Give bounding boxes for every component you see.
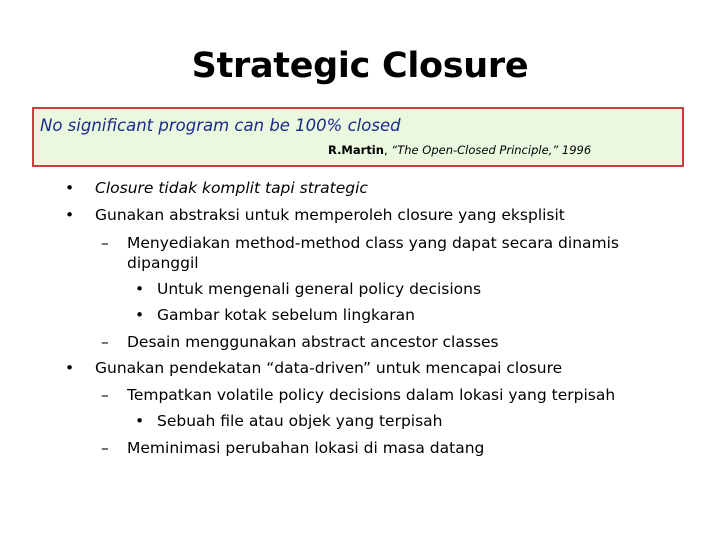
quote-citation: [328, 142, 591, 158]
bullet-text: Tempatkan volatile policy decisions dalam lokasi yang terpisah: [127, 386, 616, 404]
quote-box: [32, 107, 684, 167]
sub-sub-bullet-item: [135, 408, 443, 434]
bullet-text: Gambar kotak sebelum lingkaran: [157, 306, 415, 324]
bullet-item: [65, 202, 565, 228]
bullet-marker: •: [65, 359, 75, 377]
bullet-text: Gunakan abstraksi untuk memperoleh closure yang eksplisit: [95, 206, 565, 224]
sub-bullet-item: [101, 329, 499, 355]
bullet-text: Untuk mengenali general policy decisions: [157, 280, 482, 298]
bullet-marker: •: [65, 206, 75, 224]
bullet-text: dipanggil: [127, 254, 199, 272]
sub-sub-bullet-item: [135, 302, 415, 328]
sub-bullet-item: [101, 435, 485, 461]
bullet-item: [65, 355, 563, 381]
slide-title: Strategic Closure: [191, 46, 529, 86]
bullet-marker: •: [65, 179, 75, 197]
quote-separator: ,: [383, 143, 388, 157]
dash-marker: –: [101, 333, 109, 351]
bullet-continuation: [127, 250, 199, 276]
bullet-text: Menyediakan method-method class yang dapat secara dinamis: [127, 234, 619, 252]
bullet-text: Sebuah file atau objek yang terpisah: [157, 412, 443, 430]
bullet-text: Meminimasi perubahan lokasi di masa datang: [127, 439, 485, 457]
bullet-text: Desain menggunakan abstract ancestor classes: [127, 333, 499, 351]
sub-sub-bullet-item: [135, 276, 482, 302]
bullet-marker: •: [135, 412, 145, 430]
bullet-text: Gunakan pendekatan “data-driven” untuk mencapai closure: [95, 359, 563, 377]
bullet-marker: •: [135, 306, 145, 324]
bullet-text: Closure tidak komplit tapi strategic: [95, 179, 368, 197]
bullet-item: [65, 175, 368, 201]
sub-bullet-item: [101, 230, 619, 256]
dash-marker: –: [101, 439, 109, 457]
dash-marker: –: [101, 386, 109, 404]
bullet-marker: •: [135, 280, 145, 298]
sub-bullet-item: [101, 382, 616, 408]
quote-work: “The Open-Closed Principle,” 1996: [391, 143, 592, 157]
dash-marker: –: [101, 234, 109, 252]
quote-text: No significant program can be 100% closed: [40, 116, 401, 135]
quote-author: R.Martin: [328, 143, 384, 157]
